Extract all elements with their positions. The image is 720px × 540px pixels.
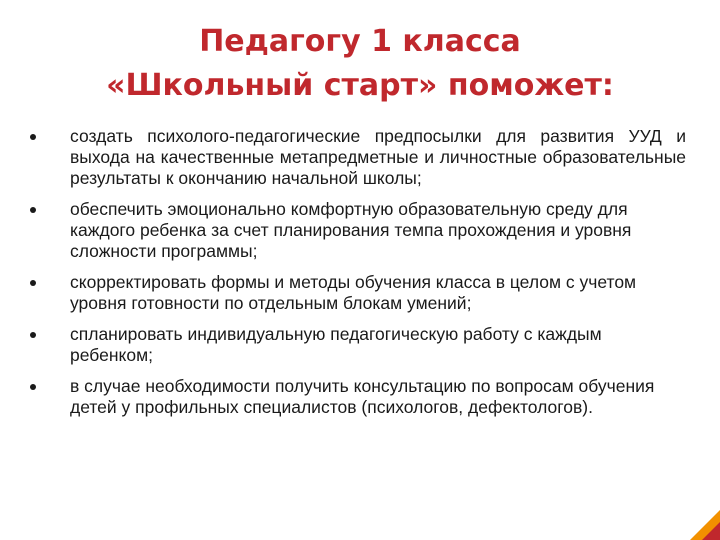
- list-item-text: в случае необходимости получить консультацию по вопросам обучения детей у профильных специалистов (психологов, дефектологов).: [70, 376, 655, 417]
- list-item: [30, 324, 686, 366]
- list-item-text: создать психолого-педагогические предпосылки для развития УУД и выхода на качественные метапредметные и личностные образовательные результаты к окончанию начальной школы;: [70, 126, 686, 188]
- slide-title: [40, 20, 680, 108]
- slide-title-line-2: «Школьный старт» поможет:: [106, 68, 614, 103]
- list-item-text: спланировать индивидуальную педагогическую работу с каждым ребенком;: [70, 324, 602, 365]
- bullet-list: [30, 126, 686, 428]
- list-item: [30, 272, 686, 314]
- bullet-dot-icon: [30, 207, 36, 213]
- corner-decoration-icon: [690, 510, 720, 540]
- bullet-dot-icon: [30, 280, 36, 286]
- slide-title-line-1: Педагогу 1 класса: [199, 24, 521, 59]
- list-item-text: скорректировать формы и методы обучения класса в целом с учетом уровня готовности по отдельным блокам умений;: [70, 272, 637, 313]
- bullet-dot-icon: [30, 332, 36, 338]
- list-item-text: обеспечить эмоционально комфортную образовательную среду для каждого ребенка за счет планирования темпа прохождения и уровня сложности программы;: [70, 199, 632, 261]
- bullet-dot-icon: [30, 384, 36, 390]
- list-item: [30, 199, 686, 262]
- bullet-dot-icon: [30, 134, 36, 140]
- list-item: [30, 126, 686, 189]
- list-item: [30, 376, 686, 418]
